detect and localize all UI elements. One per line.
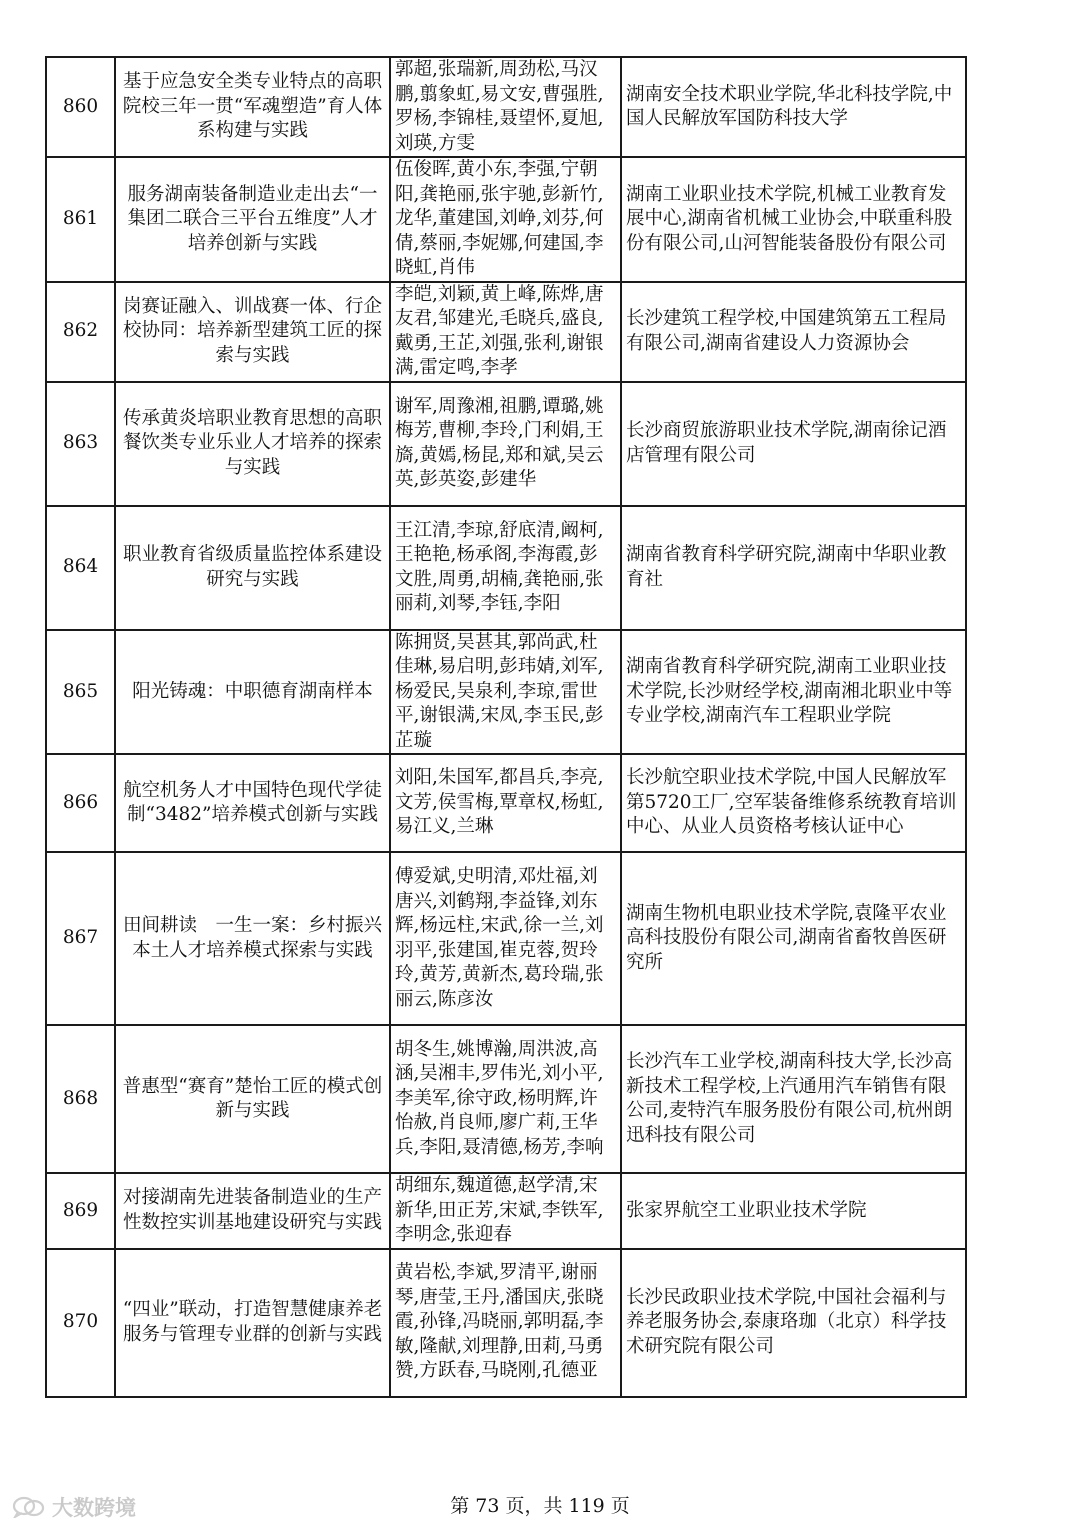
project-title: 航空机务人才中国特色现代学徒制“3482”培养模式创新与实践 xyxy=(115,754,390,852)
row-number: 867 xyxy=(46,852,115,1025)
row-number: 869 xyxy=(46,1173,115,1249)
institutions: 长沙民政职业技术学院,中国社会福利与养老服务协会,泰康珞珈（北京）科学技术研究院有限公司 xyxy=(621,1249,966,1397)
member-names: 陈拥贤,吴甚其,郭尚武,杜佳琳,易启明,彭玮婧,刘军,杨爱民,吴泉利,李琼,雷世平,谢银满,宋凤,李玉民,彭芷璇 xyxy=(390,630,621,755)
row-number: 860 xyxy=(46,57,115,157)
institutions: 长沙建筑工程学校,中国建筑第五工程局有限公司,湖南省建设人力资源协会 xyxy=(621,282,966,382)
institutions: 湖南安全技术职业学院,华北科技学院,中国人民解放军国防科技大学 xyxy=(621,57,966,157)
institutions: 长沙商贸旅游职业技术学院,湖南徐记酒店管理有限公司 xyxy=(621,382,966,506)
row-number: 862 xyxy=(46,282,115,382)
awards-table xyxy=(45,56,967,1398)
member-names: 胡冬生,姚博瀚,周洪波,高涵,吴湘丰,罗伟光,刘小平,李美军,徐守政,杨明辉,许怡赦,肖良师,廖广莉,王华兵,李阳,聂清德,杨芳,李响 xyxy=(390,1025,621,1173)
institutions: 湖南省教育科学研究院,湖南中华职业教育社 xyxy=(621,506,966,630)
member-names: 黄岩松,李斌,罗清平,谢丽琴,唐莹,王丹,潘国庆,张晓霞,孙锋,冯晓丽,郭明磊,李敏,隆献,刘理静,田莉,马勇赞,方跃春,马晓刚,孔德亚 xyxy=(390,1249,621,1397)
project-title: “四业”联动，打造智慧健康养老服务与管理专业群的创新与实践 xyxy=(115,1249,390,1397)
project-title: 普惠型“赛育”楚怡工匠的模式创新与实践 xyxy=(115,1025,390,1173)
member-names: 伍俊晖,黄小东,李强,宁朝阳,龚艳丽,张宇驰,彭新竹,龙华,董建国,刘峥,刘芬,何倩,蔡丽,李妮娜,何建国,李晓虹,肖伟 xyxy=(390,157,621,282)
row-number: 870 xyxy=(46,1249,115,1397)
table-row xyxy=(46,852,966,1025)
page-number: 第 73 页，共 119 页 xyxy=(450,1495,630,1517)
member-names: 傅爱斌,史明清,邓灶福,刘唐兴,刘鹤翔,李益锋,刘东辉,杨远柱,宋武,徐一兰,刘羽平,张建国,崔克蓉,贺玲玲,黄芳,黄新杰,葛玲瑞,张丽云,陈彦汝 xyxy=(390,852,621,1025)
table-row xyxy=(46,57,966,157)
row-number: 863 xyxy=(46,382,115,506)
member-names: 谢军,周豫湘,祖鹏,谭璐,姚梅芳,曹柳,李玲,门利娟,王旖,黄嫣,杨昆,郑和斌,吴云英,彭英姿,彭建华 xyxy=(390,382,621,506)
table-row xyxy=(46,282,966,382)
institutions: 长沙汽车工业学校,湖南科技大学,长沙高新技术工程学校,上汽通用汽车销售有限公司,麦特汽车服务股份有限公司,杭州朗迅科技有限公司 xyxy=(621,1025,966,1173)
project-title: 对接湖南先进装备制造业的生产性数控实训基地建设研究与实践 xyxy=(115,1173,390,1249)
table-row xyxy=(46,1249,966,1397)
table-row xyxy=(46,382,966,506)
member-names: 李皑,刘颖,黄上峰,陈烨,唐友君,邹建光,毛晓兵,盛良,戴勇,王芷,刘强,张利,谢银满,雷定鸣,李孝 xyxy=(390,282,621,382)
row-number: 864 xyxy=(46,506,115,630)
project-title: 田间耕读 一生一案：乡村振兴本土人才培养模式探索与实践 xyxy=(115,852,390,1025)
project-title: 基于应急安全类专业特点的高职院校三年一贯“军魂塑造”育人体系构建与实践 xyxy=(115,57,390,157)
institutions: 湖南生物机电职业技术学院,袁隆平农业高科技股份有限公司,湖南省畜牧兽医研究所 xyxy=(621,852,966,1025)
institutions: 张家界航空工业职业技术学院 xyxy=(621,1173,966,1249)
table-row xyxy=(46,1025,966,1173)
member-names: 郭超,张瑞新,周劲松,马汉鹏,翦象虹,易文安,曹强胜,罗杨,李锦桂,聂望怀,夏旭,刘瑛,方雯 xyxy=(390,57,621,157)
member-names: 刘阳,朱国军,都昌兵,李亮,文芳,侯雪梅,覃章权,杨虹,易江义,兰琳 xyxy=(390,754,621,852)
member-names: 王江清,李琼,舒底清,阚柯,王艳艳,杨承阁,李海霞,彭文胜,周勇,胡楠,龚艳丽,张丽莉,刘琴,李钰,李阳 xyxy=(390,506,621,630)
table-row xyxy=(46,630,966,755)
table-row xyxy=(46,506,966,630)
project-title: 服务湖南装备制造业走出去“一集团二联合三平台五维度”人才培养创新与实践 xyxy=(115,157,390,282)
row-number: 865 xyxy=(46,630,115,755)
project-title: 岗赛证融入、训战赛一体、行企校协同：培养新型建筑工匠的探索与实践 xyxy=(115,282,390,382)
member-names: 胡细东,魏道德,赵学清,宋新华,田正芳,宋斌,李铁军,李明念,张迎春 xyxy=(390,1173,621,1249)
row-number: 868 xyxy=(46,1025,115,1173)
institutions: 湖南省教育科学研究院,湖南工业职业技术学院,长沙财经学校,湖南湘北职业中等专业学校,湖南汽车工程职业学院 xyxy=(621,630,966,755)
row-number: 861 xyxy=(46,157,115,282)
project-title: 阳光铸魂：中职德育湖南样本 xyxy=(115,630,390,755)
table-row xyxy=(46,157,966,282)
institutions: 湖南工业职业技术学院,机械工业教育发展中心,湖南省机械工业协会,中联重科股份有限公司,山河智能装备股份有限公司 xyxy=(621,157,966,282)
project-title: 职业教育省级质量监控体系建设研究与实践 xyxy=(115,506,390,630)
row-number: 866 xyxy=(46,754,115,852)
project-title: 传承黄炎培职业教育思想的高职餐饮类专业乐业人才培养的探索与实践 xyxy=(115,382,390,506)
table-row xyxy=(46,754,966,852)
watermark-text: 大数跨境 xyxy=(52,1496,136,1520)
institutions: 长沙航空职业技术学院,中国人民解放军第5720工厂,空军装备维修系统教育培训中心、从业人员资格考核认证中心 xyxy=(621,754,966,852)
table-row xyxy=(46,1173,966,1249)
